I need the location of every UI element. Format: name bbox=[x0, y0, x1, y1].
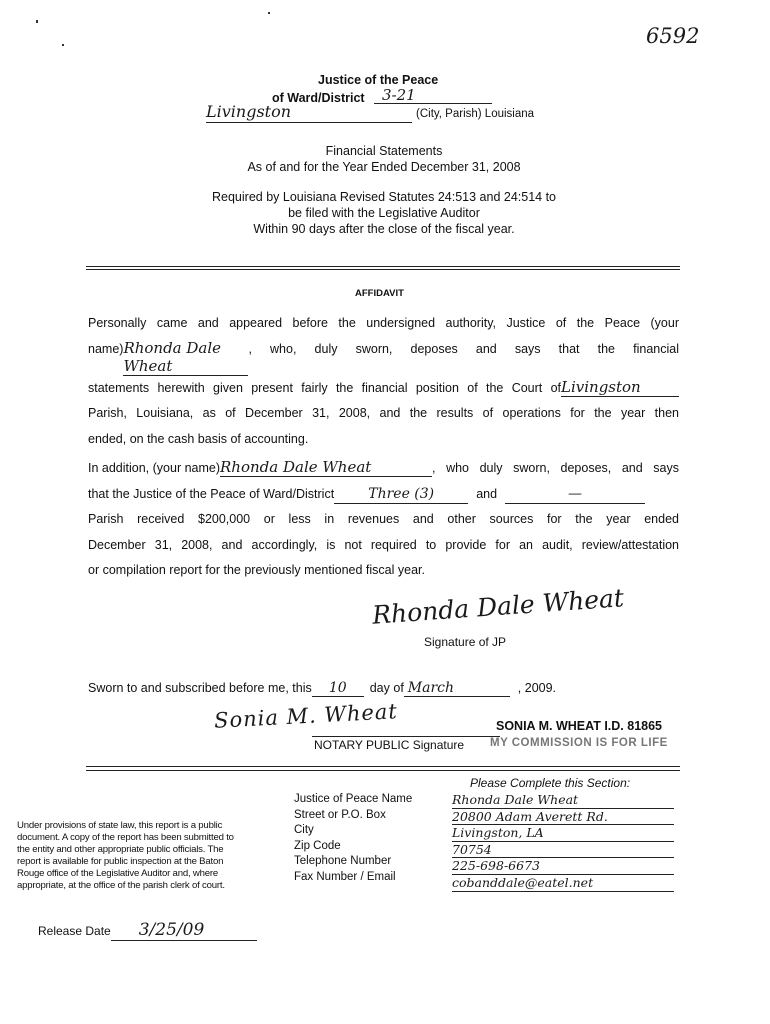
value-telephone: 225-698-6673 bbox=[452, 858, 674, 875]
ward-value-field: 3-21 bbox=[374, 86, 492, 104]
sworn-month-field: March bbox=[404, 680, 510, 697]
p1-line4: Parish, Louisiana, as of December 31, 2008, and the results of operations for the year then bbox=[88, 406, 679, 420]
label-telephone: Telephone Number bbox=[294, 855, 392, 868]
p2-line1 bbox=[88, 456, 679, 482]
ward-prefix: of Ward/District bbox=[272, 91, 365, 105]
parish-value-field: Livingston bbox=[206, 102, 412, 123]
scan-speck bbox=[36, 20, 38, 23]
p2-other-field: — bbox=[505, 485, 645, 504]
requirement-line3: Within 90 days after the close of the fiscal year. bbox=[253, 222, 515, 236]
parish-suffix-text: (City, Parish) Louisiana bbox=[416, 108, 535, 120]
notice-line: document. A copy of the report has been submitted to bbox=[17, 832, 234, 843]
label-fax-email: Fax Number / Email bbox=[294, 870, 396, 883]
notary-label: NOTARY PUBLIC Signature bbox=[314, 738, 465, 752]
p1-court-prefix: statements herewith given present fairly the financial position of the Court of bbox=[88, 380, 561, 395]
p2-ward-field: Three (3) bbox=[334, 485, 468, 504]
p2-name-prefix: In addition, (your name) bbox=[88, 461, 221, 475]
sworn-line bbox=[88, 680, 556, 697]
commission-stamp: MY COMMISSION IS FOR LIFE bbox=[490, 737, 668, 749]
sworn-prefix: Sworn to and subscribed before me, this bbox=[88, 681, 312, 695]
p1-name-suffix: , who, duly sworn, deposes and says that the financial bbox=[248, 341, 679, 356]
p1-line5: ended, on the cash basis of accounting. bbox=[88, 431, 309, 446]
fs-title: Financial Statements bbox=[325, 144, 443, 158]
requirement-line2: be filed with the Legislative Auditor bbox=[288, 206, 480, 220]
label-zip: Zip Code bbox=[294, 839, 341, 852]
parish-suffix bbox=[416, 108, 534, 120]
p2-name-field: Rhonda Dale Wheat bbox=[220, 458, 432, 477]
notary-signature-line bbox=[312, 736, 500, 737]
contact-heading: Please Complete this Section: bbox=[470, 776, 631, 790]
value-city: Livingston, LA bbox=[452, 825, 674, 842]
notice-line: the entity and other appropriate public officials. The bbox=[17, 844, 224, 855]
p2-line5: or compilation report for the previously mentioned fiscal year. bbox=[88, 563, 425, 577]
p1-name-field: Rhonda Dale Wheat bbox=[123, 339, 248, 376]
contact-labels bbox=[294, 792, 412, 886]
jp-signature: Rhonda Dale Wheat bbox=[371, 583, 625, 630]
affidavit-paragraph-2 bbox=[88, 456, 679, 584]
affidavit-title: AFFIDAVIT bbox=[355, 288, 404, 299]
page-number: 6592 bbox=[646, 24, 700, 48]
p1-line2 bbox=[88, 337, 679, 376]
release-date-field: 3/25/09 bbox=[111, 920, 257, 941]
label-street: Street or P.O. Box bbox=[294, 808, 386, 821]
p2-and: and bbox=[476, 486, 498, 501]
divider-top-2 bbox=[86, 269, 680, 270]
requirement-line1: Required by Louisiana Revised Statutes 24:513 and 24:514 to bbox=[212, 190, 556, 204]
notary-stamp: SONIA M. WHEAT I.D. 81865 bbox=[496, 719, 663, 733]
sworn-day-of: day of bbox=[369, 681, 404, 695]
header-title: Justice of the Peace bbox=[318, 73, 439, 87]
value-jp-name: Rhonda Dale Wheat bbox=[452, 792, 674, 809]
divider-bottom bbox=[86, 766, 680, 767]
p2-line4: December 31, 2008, and accordingly, is not required to provide for an audit, review/attestation bbox=[88, 537, 679, 552]
release-date bbox=[38, 920, 257, 941]
value-email: cobanddale@eatel.net bbox=[452, 875, 674, 892]
fs-period: As of and for the Year Ended December 31, 2008 bbox=[247, 160, 521, 174]
p2-ward-prefix: that the Justice of the Peace of Ward/District bbox=[88, 486, 335, 501]
jp-signature-label: Signature of JP bbox=[424, 635, 507, 649]
notice-line: Rouge office of the Legislative Auditor and, where bbox=[17, 868, 219, 879]
scan-speck bbox=[268, 12, 270, 14]
label-jp-name: Justice of Peace Name bbox=[294, 793, 413, 805]
affidavit-paragraph-1 bbox=[88, 311, 679, 452]
notice-line: report is available for public inspection at the Baton bbox=[17, 856, 224, 867]
divider-top bbox=[86, 266, 680, 267]
notice-line: appropriate, at the office of the parish clerk of court. bbox=[17, 880, 225, 891]
notice-line: Under provisions of state law, this report is a public bbox=[17, 820, 223, 831]
p2-line2 bbox=[88, 482, 679, 508]
sworn-year: , 2009. bbox=[517, 681, 557, 695]
value-street: 20800 Adam Averett Rd. bbox=[452, 809, 674, 826]
label-city: City bbox=[294, 824, 314, 837]
contact-values bbox=[452, 792, 674, 892]
scan-speck bbox=[62, 44, 64, 46]
sworn-day-field: 10 bbox=[312, 680, 364, 697]
p2-name-suffix: , who duly sworn, deposes, and says bbox=[432, 461, 679, 475]
p1-name-prefix: name) bbox=[88, 341, 124, 356]
p1-court-field: Livingston bbox=[561, 378, 679, 397]
release-date-label: Release Date bbox=[38, 924, 111, 938]
divider-bottom-2 bbox=[86, 770, 680, 771]
public-notice bbox=[17, 820, 281, 892]
value-zip: 70754 bbox=[452, 842, 674, 859]
notary-signature: Sonia M. Wheat bbox=[213, 699, 399, 733]
p2-line3: Parish received $200,000 or less in revenues and other sources for the year ended bbox=[88, 512, 679, 526]
p1-line3 bbox=[88, 376, 679, 402]
p1-line1: Personally came and appeared before the undersigned authority, Justice of the Peace (your bbox=[88, 316, 679, 330]
